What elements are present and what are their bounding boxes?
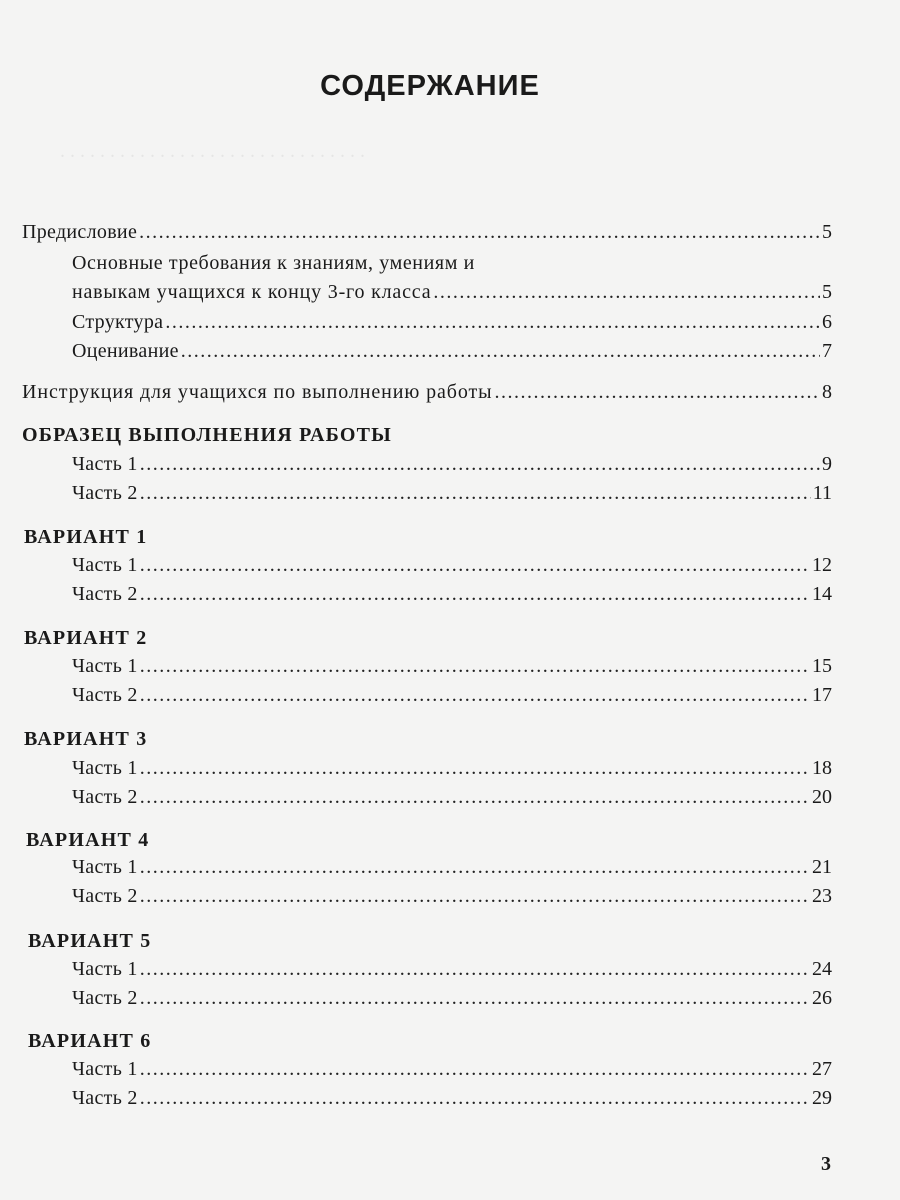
toc-entry-label: Часть 1 bbox=[72, 958, 138, 980]
dot-leader bbox=[140, 683, 810, 707]
dot-leader bbox=[140, 1057, 810, 1081]
toc-entry-sample-part1[interactable] bbox=[72, 452, 832, 476]
toc-entry-label: Часть 2 bbox=[72, 482, 138, 504]
toc-entry-label: Часть 2 bbox=[72, 786, 138, 808]
toc-entry-label: Часть 2 bbox=[72, 987, 138, 1009]
toc-page-number: 21 bbox=[812, 856, 832, 878]
dot-leader bbox=[140, 582, 810, 606]
dot-leader bbox=[140, 884, 810, 908]
toc-page-number: 5 bbox=[822, 221, 832, 243]
toc-entry-requirements-line1: Основные требования к знаниям, умениям и bbox=[72, 252, 475, 274]
toc-entry-label: Часть 1 bbox=[72, 453, 138, 475]
toc-entry-label: Часть 1 bbox=[72, 554, 138, 576]
dot-leader bbox=[140, 553, 810, 577]
toc-entry-assessment[interactable] bbox=[72, 339, 832, 363]
toc-page-number: 15 bbox=[812, 655, 832, 677]
toc-page-number: 18 bbox=[812, 757, 832, 779]
toc-page-number: 17 bbox=[812, 684, 832, 706]
section-heading-variant-4: ВАРИАНТ 4 bbox=[26, 829, 150, 851]
section-heading-variant-2: ВАРИАНТ 2 bbox=[24, 627, 148, 649]
page-title: СОДЕРЖАНИЕ bbox=[320, 70, 540, 102]
toc-entry-variant5-part2[interactable] bbox=[72, 986, 832, 1010]
dot-leader bbox=[140, 785, 810, 809]
dot-leader bbox=[140, 855, 810, 879]
section-heading-variant-6: ВАРИАНТ 6 bbox=[28, 1030, 152, 1052]
toc-entry-structure[interactable] bbox=[72, 310, 832, 334]
toc-page-number: 27 bbox=[812, 1058, 832, 1080]
toc-page-number: 29 bbox=[812, 1087, 832, 1109]
section-heading-sample: ОБРАЗЕЦ ВЫПОЛНЕНИЯ РАБОТЫ bbox=[22, 424, 393, 446]
dot-leader bbox=[140, 756, 810, 780]
toc-page-number: 20 bbox=[812, 786, 832, 808]
toc-page-number: 12 bbox=[812, 554, 832, 576]
toc-page-number: 8 bbox=[822, 381, 832, 403]
toc-entry-label: Часть 1 bbox=[72, 1058, 138, 1080]
toc-entry-variant6-part1[interactable] bbox=[72, 1057, 832, 1081]
toc-entry-variant2-part2[interactable] bbox=[72, 683, 832, 707]
dot-leader bbox=[181, 339, 820, 363]
toc-page-number: 9 bbox=[822, 453, 832, 475]
toc-entry-variant4-part2[interactable] bbox=[72, 884, 832, 908]
dot-leader bbox=[140, 452, 820, 476]
toc-entry-label: Часть 2 bbox=[72, 885, 138, 907]
toc-entry-label: Оценивание bbox=[72, 340, 179, 362]
toc-entry-label: Часть 2 bbox=[72, 684, 138, 706]
toc-entry-label: Часть 1 bbox=[72, 856, 138, 878]
toc-entry-variant4-part1[interactable] bbox=[72, 855, 832, 879]
toc-page-number: 14 bbox=[812, 583, 832, 605]
toc-entry-requirements[interactable] bbox=[72, 280, 832, 304]
toc-entry-variant1-part1[interactable] bbox=[72, 553, 832, 577]
dot-leader bbox=[140, 957, 810, 981]
toc-entry-variant2-part1[interactable] bbox=[72, 654, 832, 678]
toc-page-number: 11 bbox=[812, 482, 832, 504]
dot-leader bbox=[140, 481, 811, 505]
dot-leader bbox=[165, 310, 820, 334]
dot-leader bbox=[139, 220, 820, 244]
toc-entry-label: Часть 2 bbox=[72, 1087, 138, 1109]
toc-entry-label: Часть 1 bbox=[72, 757, 138, 779]
dot-leader bbox=[433, 280, 820, 304]
page-number: 3 bbox=[821, 1153, 831, 1175]
dot-leader bbox=[140, 1086, 810, 1110]
toc-entry-sample-part2[interactable] bbox=[72, 481, 832, 505]
toc-page-number: 6 bbox=[822, 311, 832, 333]
toc-page-number: 24 bbox=[812, 958, 832, 980]
dot-leader bbox=[140, 654, 810, 678]
section-heading-variant-1: ВАРИАНТ 1 bbox=[24, 526, 148, 548]
toc-entry-variant6-part2[interactable] bbox=[72, 1086, 832, 1110]
toc-entry-label: Часть 2 bbox=[72, 583, 138, 605]
dot-leader bbox=[140, 986, 810, 1010]
toc-page-number: 26 bbox=[812, 987, 832, 1009]
toc-entry-label: Инструкция для учащихся по выполнению работы bbox=[22, 381, 493, 403]
toc-entry-label: навыкам учащихся к концу 3-го класса bbox=[72, 281, 432, 303]
toc-entry-instruction[interactable] bbox=[22, 380, 832, 404]
toc-entry-preface[interactable] bbox=[22, 220, 832, 244]
toc-page-number: 7 bbox=[822, 340, 832, 362]
toc-entry-label: Структура bbox=[72, 311, 164, 333]
section-heading-variant-3: ВАРИАНТ 3 bbox=[24, 728, 148, 750]
toc-entry-variant5-part1[interactable] bbox=[72, 957, 832, 981]
toc-entry-label: Часть 1 bbox=[72, 655, 138, 677]
dot-leader bbox=[494, 380, 820, 404]
toc-entry-variant1-part2[interactable] bbox=[72, 582, 832, 606]
toc-entry-variant3-part2[interactable] bbox=[72, 785, 832, 809]
section-heading-variant-5: ВАРИАНТ 5 bbox=[28, 930, 152, 952]
bleed-through-text: . . . . . . . . . . . . . . . . . . . . . . . . . . . . . . . bbox=[60, 140, 365, 162]
toc-page-number: 23 bbox=[812, 885, 832, 907]
toc-entry-label: Предисловие bbox=[22, 221, 138, 243]
toc-entry-variant3-part1[interactable] bbox=[72, 756, 832, 780]
toc-page-number: 5 bbox=[822, 281, 832, 303]
